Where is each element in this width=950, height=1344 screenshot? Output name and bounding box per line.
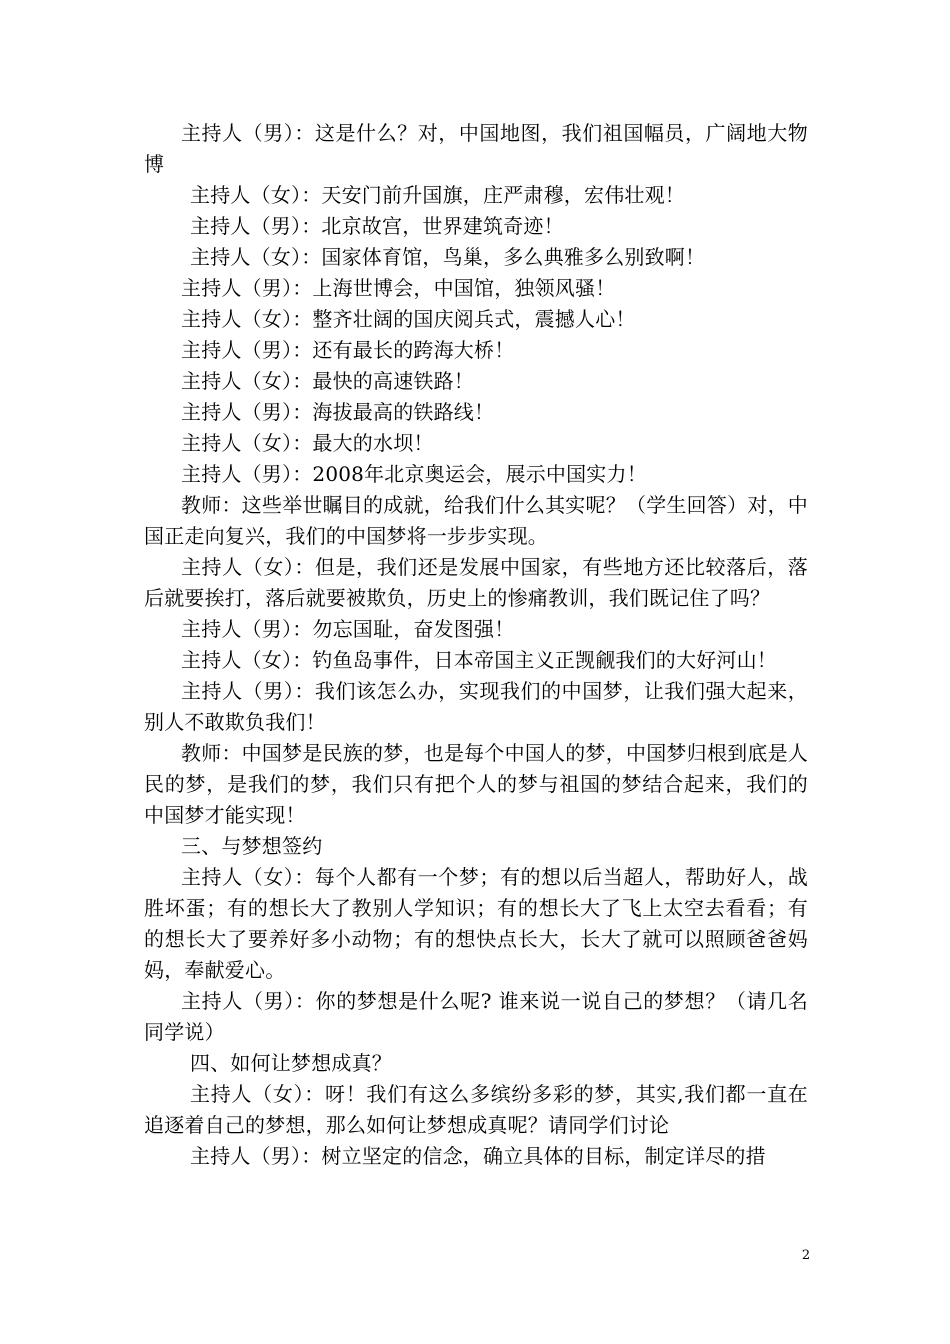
page-number: 2 [801,1248,811,1263]
paragraph: 主持人（男）：树立坚定的信念，确立具体的目标，制定详尽的措 [190,1144,766,1168]
paragraph: 主持人（女）：最快的高速铁路！ [181,369,474,393]
paragraph: 主持人（男）：2008年北京奥运会，展示中国实力！ [181,462,647,486]
paragraph: 主持人（男）：这是什么？对，中国地图，我们祖国幅员，广阔地大物博 [144,121,808,176]
paragraph: 主持人（女）：每个人都有一个梦；有的想以后当超人，帮助好人，战胜坏蛋；有的想长大了教别人学知识；有的想长大了飞上太空去看看；有的想长大了要养好多小动物；有的想快点长大，长大了就可以照顾爸爸妈妈，奉献爱心。 [144,865,808,982]
paragraph: 主持人（女）：钓鱼岛事件，日本帝国主义正觊觎我们的大好河山！ [181,648,777,672]
body-text [144,118,808,1172]
paragraph: 主持人（女）：国家体育馆，鸟巢，多么典雅多么别致啊！ [190,245,706,269]
paragraph: 教师：中国梦是民族的梦，也是每个中国人的梦，中国梦归根到底是人民的梦，是我们的梦，我们只有把个人的梦与祖国的梦结合起来，我们的中国梦才能实现！ [144,741,808,827]
section-heading: 三、与梦想签约 [181,834,323,858]
paragraph: 主持人（男）：你的梦想是什么呢? 谁来说一说自己的梦想？（请几名同学说） [144,989,808,1044]
paragraph: 主持人（女）：但是，我们还是发展中国家，有些地方还比较落后，落后就要挨打，落后就要被欺负，历史上的惨痛教训，我们既记住了吗？ [144,555,808,610]
paragraph: 主持人（男）：我们该怎么办，实现我们的中国梦，让我们强大起来，别人不敢欺负我们！ [144,679,808,734]
section-heading: 四、如何让梦想成真？ [190,1051,392,1075]
paragraph: 主持人（男）：北京故宫，世界建筑奇迹！ [190,214,564,238]
paragraph: 主持人（女）：天安门前升国旗，庄严肃穆，宏伟壮观！ [190,183,685,207]
paragraph: 主持人（男）：上海世博会，中国馆，独领风骚！ [181,276,616,300]
paragraph: 主持人（女）：整齐壮阔的国庆阅兵式，震撼人心！ [181,307,636,331]
paragraph: 教师：这些举世瞩目的成就，给我们什么其实呢？（学生回答）对，中国正走向复兴，我们的中国梦将一步步实现。 [144,493,808,548]
paragraph: 主持人（女）：最大的水坝！ [181,431,434,455]
paragraph: 主持人（女）：呀！我们有这么多缤纷多彩的梦，其实,我们都一直在追逐着自己的梦想，那么如何让梦想成真呢？请同学们讨论 [144,1082,808,1137]
paragraph: 主持人（男）：还有最长的跨海大桥！ [181,338,515,362]
paragraph: 主持人（男）：海拔最高的铁路线！ [181,400,495,424]
paragraph: 主持人（男）：勿忘国耻，奋发图强！ [181,617,515,641]
